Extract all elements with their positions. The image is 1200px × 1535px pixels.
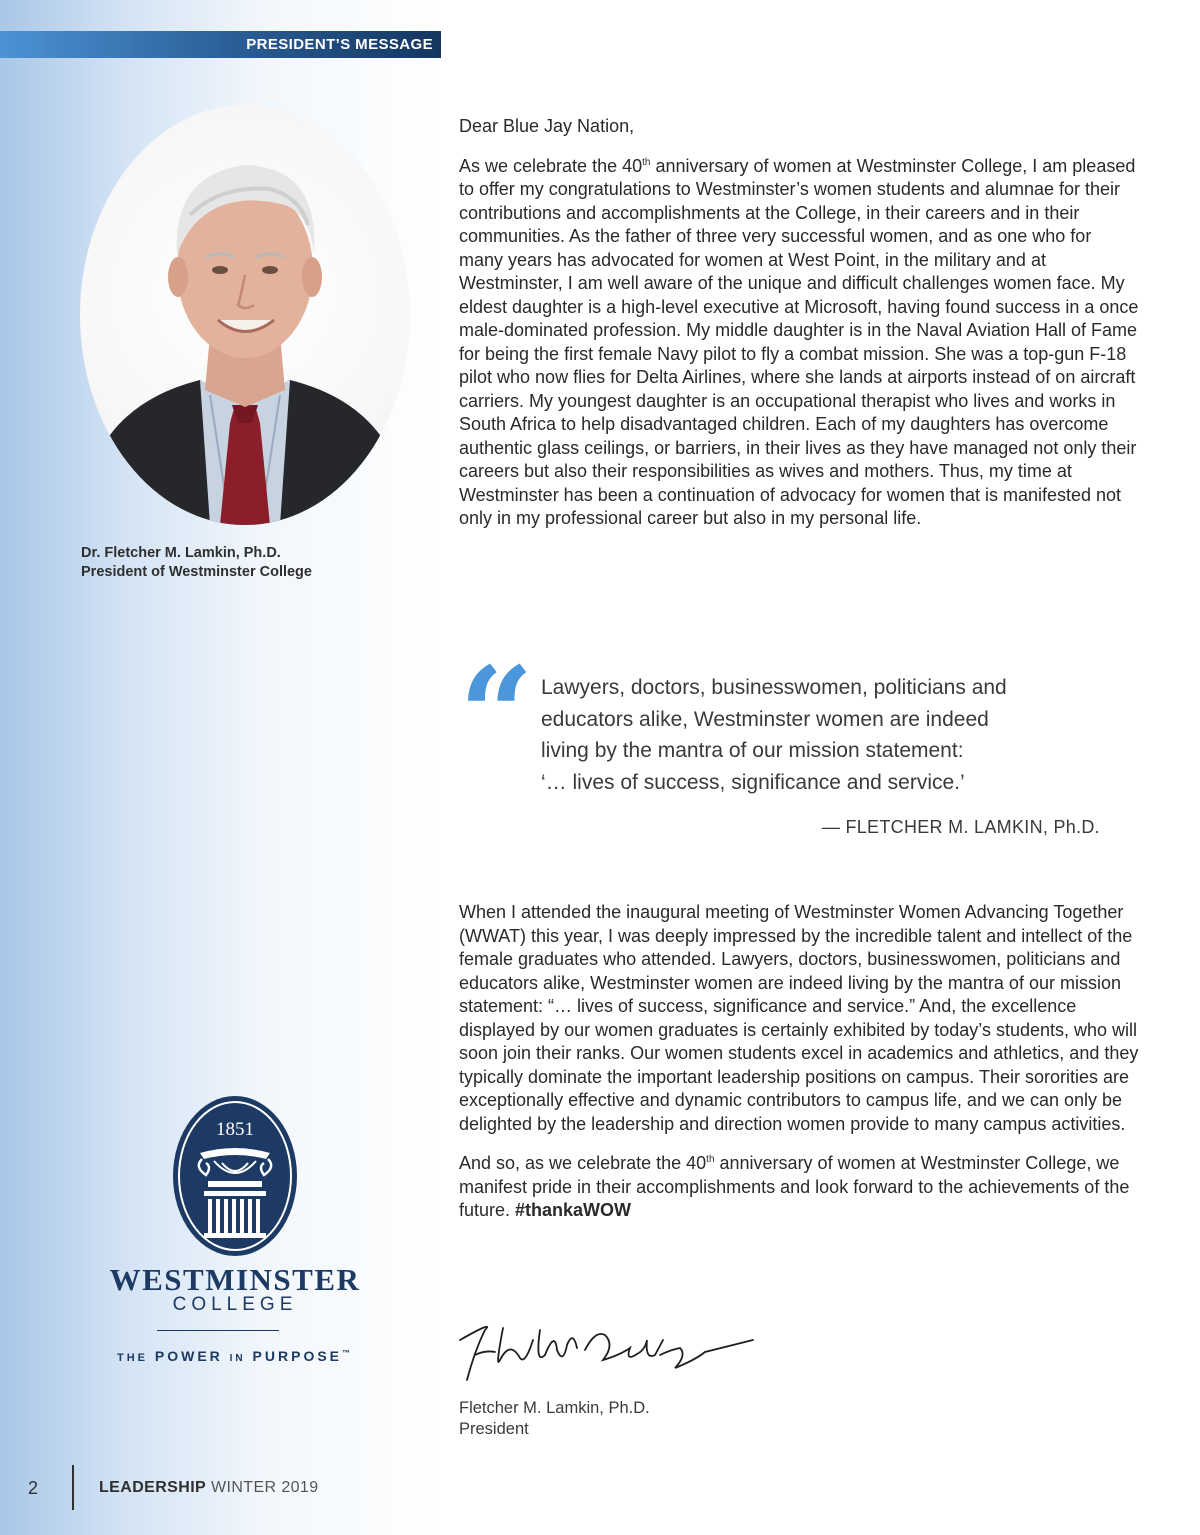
pull-quote xyxy=(459,638,1139,850)
tagline-the: THE xyxy=(116,1352,148,1364)
signature xyxy=(455,1310,755,1395)
hashtag: #thankaWOW xyxy=(515,1200,632,1220)
para3-sup: th xyxy=(706,1154,715,1165)
section-banner xyxy=(0,31,441,58)
para3-text-b: anniversary of women at Westminster College, we manifest pride in their accomplishments and look forward to the achievements of the future. xyxy=(459,1153,1130,1220)
tagline-purpose: PURPOSE xyxy=(252,1348,343,1364)
page-number: 2 xyxy=(28,1478,39,1498)
letter-paragraph-2: When I attended the inaugural meeting of Westminster Women Advancing Together (WWAT) this year, I was deeply impressed by the incredible talent and intellect of the female graduates who attended. Lawyers, doctors, businesswomen, politicians and educators alike, Westminster women are indeed living by the mantra of our mission statement: “… lives of success, significance and service.” And, the excellence displayed by our women graduates is certainly exhibited by today’s students, who will soon join their ranks. Our women students excel in academics and athletics, and they typically dominate the important leadership positions on campus. Their sororities are exceptionally effective and dynamic contributors to campus life, and we can only be delighted by the leadership and direction women provide to many campus activities. xyxy=(459,902,1139,1134)
para1-text-b: anniversary of women at Westminster College, I am pleased to offer my congratulations to Westminster’s women students and alumnae for their contributions and accomplishments at the College, in their careers and in their communities. As the father of three very successful women, and as one who for many years has advocated for women at West Point, in the military and at Westminster, I am well aware of the unique and difficult challenges women face. My eldest daughter is a high-level executive at Microsoft, having found success in a once male-dominated profession. My middle daughter is in the Naval Aviation Hall of Fame for being the first female Navy pilot to fly a combat mission. She was a top-gun F-18 pilot who now flies for Delta Airlines, where she lands at airports instead of on aircraft carriers. My youngest daughter is an occupational therapist who lives and works in South Africa to help disadvantaged children. Each of my daughters has overcome authentic glass ceilings, or barriers, in their lives as they have managed not only their careers but also their responsibilities as wives and mothers. Thus, my time at Westminster has been a continuation of advocacy for women that is manifested not only in my professional career but also in my personal life. xyxy=(459,155,1139,528)
publication-name: LEADERSHIP xyxy=(99,1479,207,1496)
para3-text-a: And so, as we celebrate the 40 xyxy=(459,1153,707,1173)
westminster-logo xyxy=(100,1095,370,1375)
signoff-name: Fletcher M. Lamkin, Ph.D. xyxy=(459,1399,650,1417)
para1-sup: th xyxy=(642,156,651,168)
logo-tagline xyxy=(100,1348,370,1364)
pull-quote-line: Lawyers, doctors, businesswomen, politicians and xyxy=(541,676,1007,699)
tagline-tm: ™ xyxy=(342,1348,354,1358)
publication-issue: WINTER 2019 xyxy=(210,1479,319,1496)
pull-quote-line: educators alike, Westminster women are indeed xyxy=(541,707,989,731)
logo-year: 1851 xyxy=(216,1119,254,1140)
letter-paragraph-1 xyxy=(459,155,1139,531)
section-label: PRESIDENT’S MESSAGE xyxy=(246,36,433,53)
caption-title: President of Westminster College xyxy=(81,564,312,580)
pull-quote-text xyxy=(541,672,1101,798)
pull-quote-line: living by the mantra of our mission statement: xyxy=(541,739,964,762)
caption-name: Dr. Fletcher M. Lamkin, Ph.D. xyxy=(81,545,281,561)
tagline-in: IN xyxy=(229,1353,246,1364)
pull-quote-attribution: — FLETCHER M. LAMKIN, Ph.D. xyxy=(821,817,1100,837)
column-seal-icon xyxy=(172,1095,298,1257)
letter-column xyxy=(459,115,1139,531)
quote-mark-icon: “ xyxy=(459,638,534,791)
logo-college: COLLEGE xyxy=(172,1294,298,1315)
signoff xyxy=(459,1398,650,1440)
tagline-power: POWER xyxy=(154,1348,223,1364)
letter-column-continued xyxy=(459,901,1139,1223)
para1-text-a: As we celebrate the 40 xyxy=(459,155,643,176)
letter-greeting: Dear Blue Jay Nation, xyxy=(459,116,635,136)
footer-divider xyxy=(72,1465,74,1510)
photo-caption xyxy=(81,544,411,582)
logo-divider xyxy=(157,1330,279,1331)
signoff-title: President xyxy=(459,1420,529,1438)
logo-wordmark: WESTMINSTER xyxy=(109,1262,361,1297)
president-portrait xyxy=(80,105,410,525)
footer-publication xyxy=(99,1479,319,1497)
letter-paragraph-3 xyxy=(459,1152,1139,1223)
pull-quote-line: ‘… lives of success, significance and service.’ xyxy=(541,770,965,794)
